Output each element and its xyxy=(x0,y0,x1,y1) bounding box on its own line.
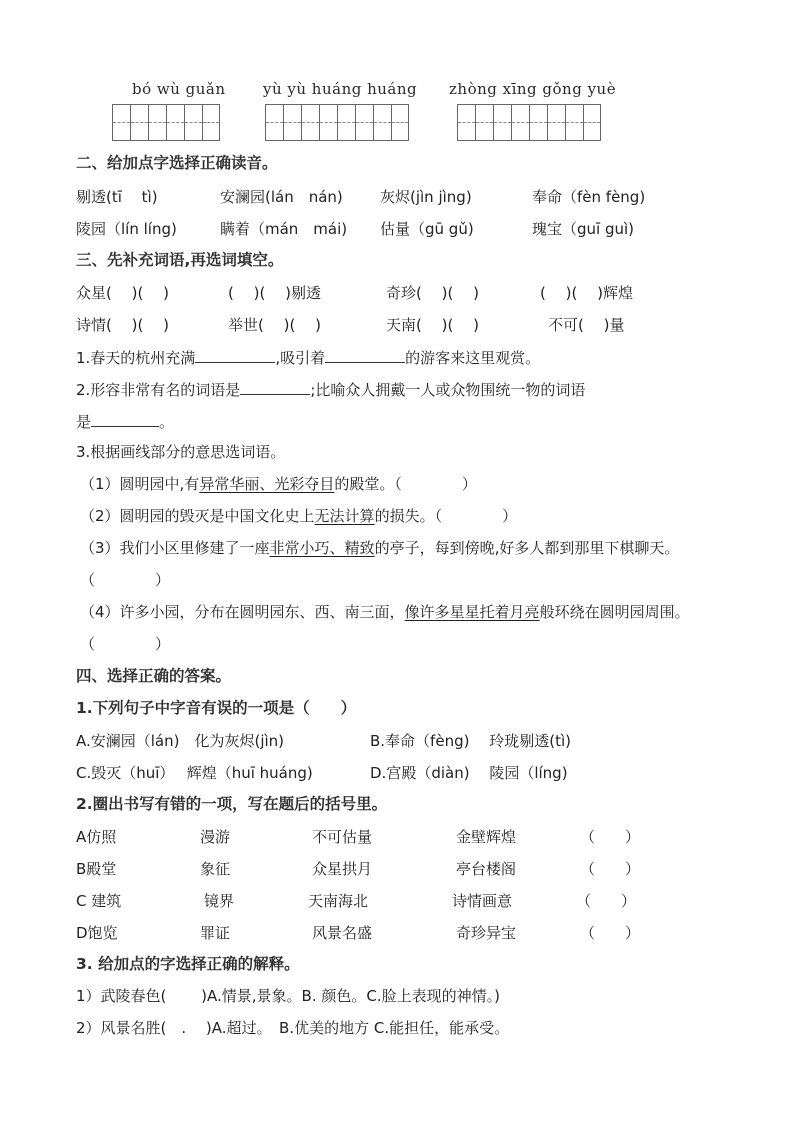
answer-paren[interactable]: （ ） xyxy=(580,924,641,942)
pronunciation-item: 瞒着（mán mái) xyxy=(220,220,348,238)
pronunciation-item: 灰烬(jìn jìng) xyxy=(380,188,472,206)
writing-cell[interactable] xyxy=(166,104,184,141)
writing-cell[interactable] xyxy=(493,104,511,141)
answer-blank[interactable] xyxy=(195,346,275,363)
choice-question-2: 2.圈出书写有错的一项，写在题后的括号里。 xyxy=(76,795,388,813)
writing-cell[interactable] xyxy=(457,104,475,141)
writing-cell[interactable] xyxy=(283,104,301,141)
writing-cell[interactable] xyxy=(547,104,565,141)
writing-cell[interactable] xyxy=(301,104,319,141)
word-fill-item: ( )( )剔透 xyxy=(228,284,321,302)
pinyin-label: yù yù huáng huáng xyxy=(263,80,418,98)
writing-cell[interactable] xyxy=(337,104,355,141)
section-3-row-1 xyxy=(76,282,736,304)
writing-cell[interactable] xyxy=(583,104,601,141)
sentence-1: （1）圆明园中,有异常华丽、光彩夺目的殿堂。（ ） xyxy=(80,475,477,493)
pinyin-grid-row xyxy=(0,80,794,150)
writing-grid xyxy=(265,104,409,141)
answer-blank[interactable] xyxy=(240,378,310,395)
section-2-row-1 xyxy=(76,186,736,208)
pronunciation-item: 估量（gū gǔ) xyxy=(380,220,474,238)
writing-cell[interactable] xyxy=(355,104,373,141)
choice-row-2 xyxy=(76,762,736,784)
pronunciation-item: 陵园（lín líng) xyxy=(76,220,177,238)
answer-blank[interactable] xyxy=(325,346,405,363)
sentence-4: （4）许多小园，分布在圆明园东、西、南三面，像许多星星托着月亮般环绕在圆明园周围。 xyxy=(80,603,690,621)
writing-cell[interactable] xyxy=(373,104,391,141)
pronunciation-item: 剔透(tī tì) xyxy=(76,188,158,206)
writing-cell[interactable] xyxy=(130,104,148,141)
pinyin-label: zhòng xīng gǒng yuè xyxy=(449,80,617,98)
answer-blank[interactable] xyxy=(91,410,159,427)
question-3-prompt: 3.根据画线部分的意思选词语。 xyxy=(76,443,286,461)
underlined-phrase: 无法计算 xyxy=(314,507,375,525)
sentence-4-answer[interactable]: （ ） xyxy=(80,635,171,653)
writing-grid xyxy=(112,104,220,141)
word-fill-item: 诗情( )( ) xyxy=(76,316,169,334)
section-4-heading: 四、选择正确的答案。 xyxy=(76,667,232,685)
writing-cell[interactable] xyxy=(319,104,337,141)
word-fill-item: 奇珍( )( ) xyxy=(386,284,479,302)
writing-cell[interactable] xyxy=(565,104,583,141)
underlined-phrase: 像许多星星托着月亮 xyxy=(404,603,540,621)
section-2-row-2 xyxy=(76,218,736,240)
error-row-b: B殿堂 象征 众星拱月 亭台楼阁 （ ） xyxy=(76,860,641,878)
pronunciation-item: 瑰宝（guī guì) xyxy=(532,220,635,238)
answer-paren[interactable]: （ ） xyxy=(580,828,641,846)
meaning-item-2: 2）风景名胜( . )A.超过。 B.优美的地方 C.能担任，能承受。 xyxy=(76,1019,510,1037)
word-fill-item: 举世( )( ) xyxy=(228,316,321,334)
choice-row-1 xyxy=(76,730,736,752)
option-d[interactable]: D.宫殿（diàn) 陵园（líng) xyxy=(370,764,568,782)
answer-paren[interactable]: （ ） xyxy=(580,860,641,878)
sentence-3: （3）我们小区里修建了一座非常小巧、精致的亭子，每到傍晚,好多人都到那里下棋聊天。 xyxy=(80,539,680,557)
fill-question-2-cont: 是 。 xyxy=(76,410,174,432)
writing-cell[interactable] xyxy=(265,104,283,141)
option-a[interactable]: A.安澜园（lán) 化为灰烬(jìn) xyxy=(76,732,285,750)
writing-cell[interactable] xyxy=(112,104,130,141)
fill-question-1: 1.春天的杭州充满 ,吸引着 的游客来这里观赏。 xyxy=(76,346,540,368)
writing-cell[interactable] xyxy=(148,104,166,141)
writing-cell[interactable] xyxy=(475,104,493,141)
option-b[interactable]: B.奉命（fèng) 玲珑剔透(tì) xyxy=(370,732,571,750)
writing-cell[interactable] xyxy=(511,104,529,141)
word-fill-item: 不可( )量 xyxy=(548,316,625,334)
underlined-phrase: 非常小巧、精致 xyxy=(269,539,375,557)
fill-question-2: 2.形容非常有名的词语是 ;比喻众人拥戴一人或众物围统一物的词语 xyxy=(76,378,585,400)
writing-cell[interactable] xyxy=(529,104,547,141)
writing-cell[interactable] xyxy=(391,104,409,141)
writing-cell[interactable] xyxy=(202,104,220,141)
writing-grid xyxy=(457,104,601,141)
error-row-c: C 建筑 镜界 天南海北 诗情画意 （ ） xyxy=(76,892,637,910)
underlined-phrase: 异常华丽、光彩夺目 xyxy=(199,475,335,493)
word-fill-item: 天南( )( ) xyxy=(386,316,479,334)
pronunciation-item: 奉命（fèn fèng) xyxy=(532,188,646,206)
error-row-d: D饱览 罪证 风景名盛 奇珍异宝 （ ） xyxy=(76,924,641,942)
sentence-2: （2）圆明园的毁灭是中国文化史上无法计算的损失。（ ） xyxy=(80,507,518,525)
word-fill-item: ( )( )辉煌 xyxy=(540,284,633,302)
choice-question-1: 1.下列句子中字音有误的一项是（ ） xyxy=(76,699,357,717)
word-fill-item: 众星( )( ) xyxy=(76,284,169,302)
error-row-a: A仿照 漫游 不可估量 金壁辉煌 （ ） xyxy=(76,828,641,846)
section-3-heading: 三、先补充词语,再选词填空。 xyxy=(76,251,284,269)
choice-question-3: 3. 给加点的字选择正确的解释。 xyxy=(76,955,300,973)
answer-paren[interactable]: （ ） xyxy=(576,892,637,910)
section-3-row-2 xyxy=(76,314,736,336)
sentence-3-answer[interactable]: （ ） xyxy=(80,571,171,589)
pronunciation-item: 安澜园(lán nán) xyxy=(220,188,343,206)
writing-cell[interactable] xyxy=(184,104,202,141)
option-c[interactable]: C.毁灭（huī） 辉煌（huī huáng) xyxy=(76,764,313,782)
section-2-heading: 二、给加点字选择正确读音。 xyxy=(76,154,278,172)
pinyin-label: bó wù guǎn xyxy=(132,80,226,98)
meaning-item-1: 1）武陵春色( )A.情景,景象。B. 颜色。C.脸上表现的神情。) xyxy=(76,987,500,1005)
